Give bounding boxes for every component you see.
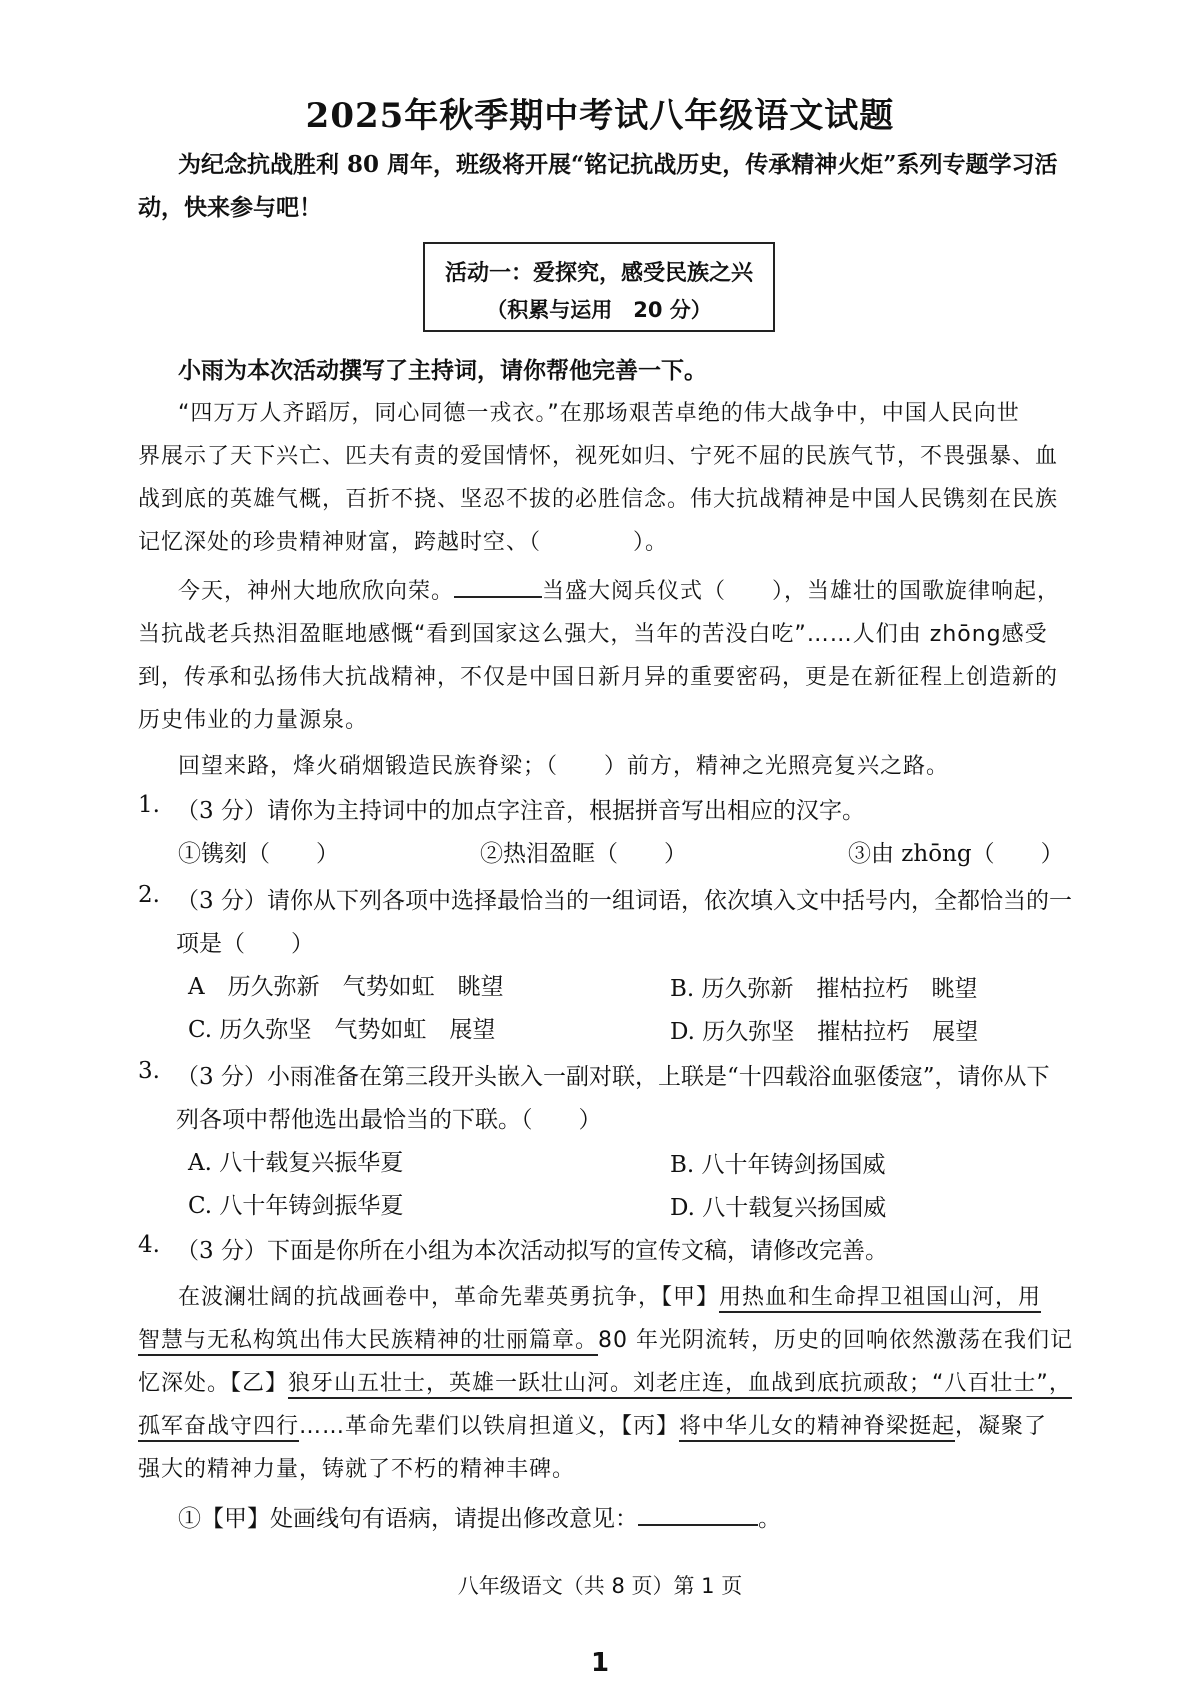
q4-underlined-yi-2: 孤军奋战守四行 — [138, 1414, 299, 1442]
activity-heading: 活动一：爱探究，感受民族之兴 — [444, 261, 753, 286]
page-footer: 八年级语文（共 8 页）第 1 页 — [457, 1574, 743, 1598]
q3-option-b[interactable]: B. 八十年铸剑扬国威 — [670, 1152, 886, 1178]
q2-option-b[interactable]: B. 历久弥新 摧枯拉朽 眺望 — [670, 976, 978, 1002]
passage-p2-line-1 — [178, 574, 1060, 605]
q4-subquestion-1 — [178, 1500, 781, 1533]
q4-underlined-jia-2: 智慧与无私构筑出伟大民族精神的壮丽篇章。 — [138, 1328, 598, 1356]
q4-number: 4. — [138, 1232, 160, 1258]
fill-blank-line[interactable] — [454, 578, 542, 598]
passage-p2-line-4: 历史伟业的力量源泉。 — [138, 708, 369, 733]
passage-p2-line-2: 当抗战老兵热泪盈眶地感慨“看到国家这么强大，当年的苦没白吃”……人们由 zhōng感受 — [138, 622, 1048, 647]
q4-text-line-3 — [138, 1366, 1072, 1397]
q3-stem-line-1: （3 分）小雨准备在第三段开头嵌入一副对联，上联是“十四载浴血驱倭寇”，请你从下 — [176, 1064, 1050, 1090]
q2-option-a[interactable]: A 历久弥新 气势如虹 眺望 — [188, 974, 504, 1000]
q2-stem-line-2: 项是（ ） — [176, 931, 314, 957]
q4-underlined-bing: 将中华儿女的精神脊梁挺起 — [679, 1414, 955, 1442]
q4-subquestion-1-end: 。 — [758, 1506, 781, 1532]
page-number: 1 — [590, 1648, 610, 1678]
passage-p2-line-1-start: 今天，神州大地欣欣向荣。 — [178, 579, 455, 604]
q4-underlined-yi-1: 狼牙山五壮士，英雄一跃壮山河。刘老庄连，血战到底抗顽敌；“八百壮士”， — [288, 1371, 1072, 1399]
q1-number: 1. — [138, 792, 160, 818]
activity-subheading: （积累与运用 20 分） — [486, 298, 712, 322]
page-title: 2025年秋季期中考试八年级语文试题 — [305, 96, 895, 136]
q4-text-line-4 — [138, 1409, 1047, 1440]
q4-text-line-1-start: 在波澜壮阔的抗战画卷中，革命先辈英勇抗争，【甲】 — [178, 1285, 720, 1310]
q1-item-b[interactable]: ②热泪盈眶（ ） — [480, 841, 687, 867]
passage-p1-line-2: 界展示了天下兴亡、匹夫有责的爱国情怀，视死如归、宁死不屈的民族气节，不畏强暴、血 — [138, 444, 1059, 469]
q3-option-d[interactable]: D. 八十载复兴扬国威 — [670, 1195, 887, 1221]
q4-text-line-1 — [178, 1280, 1041, 1311]
q2-stem-line-1: （3 分）请你从下列各项中选择最恰当的一组词语，依次填入文中括号内，全都恰当的一 — [176, 888, 1072, 914]
q1-stem: （3 分）请你为主持词中的加点字注音，根据拼音写出相应的汉字。 — [176, 798, 865, 824]
passage-p3-line-1: 回望来路，烽火硝烟锻造民族脊梁；（ ）前方，精神之光照亮复兴之路。 — [178, 754, 950, 779]
passage-p1-line-3: 战到底的英雄气概，百折不挠、坚忍不拔的必胜信念。伟大抗战精神是中国人民镌刻在民族 — [138, 487, 1059, 512]
q4-text-line-5: 强大的精神力量，铸就了不朽的精神丰碑。 — [138, 1457, 576, 1482]
passage-p2-line-1-end: 当盛大阅兵仪式（ ），当雄壮的国歌旋律响起， — [542, 579, 1061, 604]
q3-option-c[interactable]: C. 八十年铸剑振华夏 — [188, 1193, 404, 1219]
passage-p1-line-1: “四万万人齐蹈厉，同心同德一戎衣。”在那场艰苦卓绝的伟大战争中，中国人民向世 — [178, 401, 1020, 426]
passage-p2-line-3: 到，传承和弘扬伟大抗战精神，不仅是中国日新月异的重要密码，更是在新征程上创造新的 — [138, 665, 1059, 690]
q2-option-d[interactable]: D. 历久弥坚 摧枯拉朽 展望 — [670, 1019, 979, 1045]
q4-text-line-4-end: ，凝聚了 — [955, 1414, 1048, 1439]
q4-text-line-2-end: 80 年光阴流转，历史的回响依然激荡在我们记 — [598, 1328, 1074, 1353]
q1-item-c[interactable]: ③由 zhōng（ ） — [848, 841, 1064, 867]
q4-text-line-3-start: 忆深处。【乙】 — [138, 1371, 289, 1396]
activity-box — [423, 242, 775, 332]
answer-blank[interactable] — [638, 1506, 758, 1526]
q1-item-a[interactable]: ①镌刻（ ） — [178, 841, 339, 867]
q2-option-c[interactable]: C. 历久弥坚 气势如虹 展望 — [188, 1017, 496, 1043]
q3-stem-line-2: 列各项中帮他选出最恰当的下联。（ ） — [176, 1107, 602, 1133]
q2-number: 2. — [138, 882, 160, 908]
q4-underlined-jia-1: 用热血和生命捍卫祖国山河，用 — [719, 1285, 1041, 1313]
host-prompt: 小雨为本次活动撰写了主持词，请你帮他完善一下。 — [178, 357, 707, 384]
q4-text-line-2 — [138, 1323, 1073, 1354]
q3-option-a[interactable]: A. 八十载复兴振华夏 — [188, 1150, 404, 1176]
passage-p1-line-4: 记忆深处的珍贵精神财富，跨越时空、（ ）。 — [138, 530, 669, 555]
q3-number: 3. — [138, 1058, 160, 1084]
q4-subquestion-1-text: ①【甲】处画线句有语病，请提出修改意见： — [178, 1506, 638, 1532]
q4-stem: （3 分）下面是你所在小组为本次活动拟写的宣传文稿，请修改完善。 — [176, 1238, 888, 1264]
intro-line-1: 为纪念抗战胜利 80 周年，班级将开展“铭记抗战历史，传承精神火炬”系列专题学习活 — [178, 151, 1058, 178]
intro-line-2: 动，快来参与吧！ — [138, 194, 322, 221]
q4-text-line-4-mid: ……革命先辈们以铁肩担道义，【丙】 — [299, 1414, 680, 1439]
